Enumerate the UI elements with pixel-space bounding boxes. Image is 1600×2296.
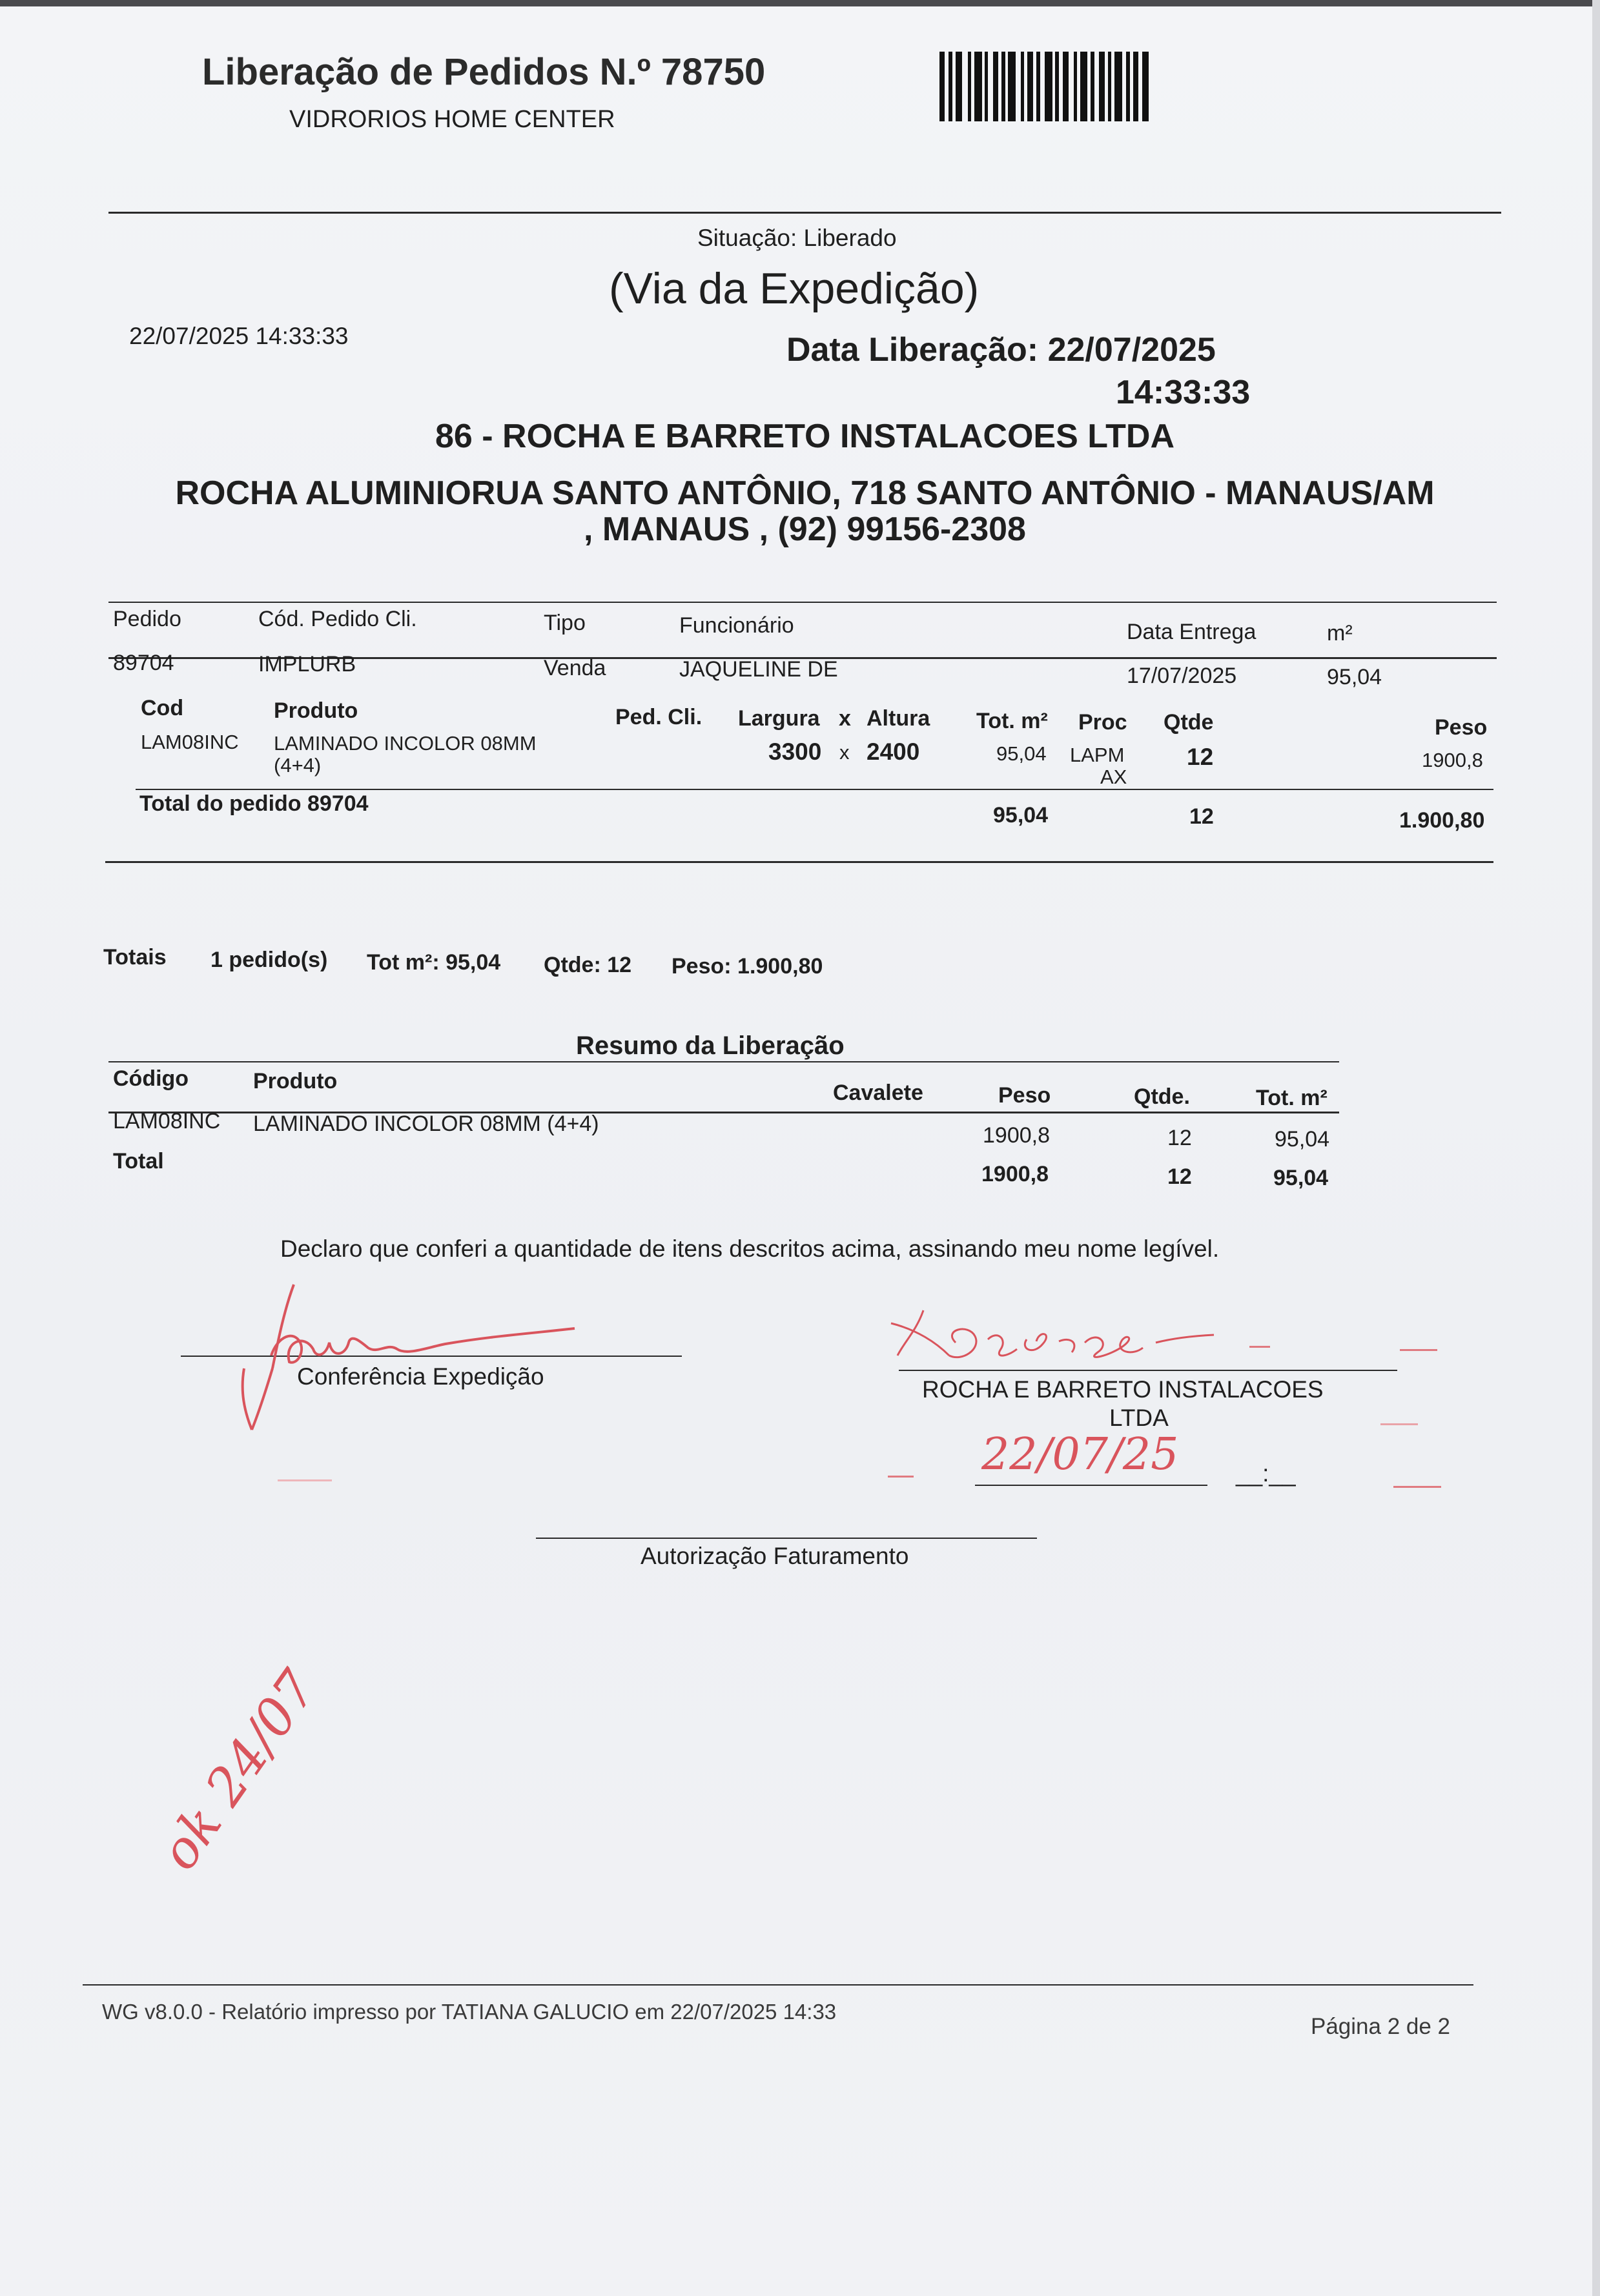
item-col-qtde: Qtde [1164,710,1214,735]
scan-top-edge [0,0,1600,6]
item-col-proc: Proc [1078,710,1127,735]
autorizacao-label: Autorização Faturamento [641,1543,909,1569]
item-altura: 2400 [867,738,920,765]
totals-rule [105,861,1493,863]
client-signature-line1: ROCHA E BARRETO INSTALACOES [922,1376,1324,1403]
client-city-phone: , MANAUS , (92) 99156-2308 [584,511,1026,548]
resumo-col-tot-m2: Tot. m² [1256,1086,1328,1110]
order-m2: 95,04 [1327,665,1382,689]
totais-pedidos: 1 pedido(s) [210,948,328,972]
resumo-col-codigo: Código [113,1066,189,1091]
col-cod-pedido-cli: Cód. Pedido Cli. [258,607,417,631]
item-col-peso: Peso [1435,715,1488,740]
resumo-col-qtde: Qtde. [1134,1084,1190,1109]
resumo-total-tot-m2: 95,04 [1273,1166,1329,1190]
item-col-altura: Altura [867,706,930,731]
conferencia-label: Conferência Expedição [297,1363,544,1390]
footer-rule [83,1984,1473,1986]
client-signature-line2: LTDA [1109,1405,1169,1431]
document-title: Liberação de Pedidos N.º 78750 [202,51,766,93]
red-dash [1249,1346,1270,1348]
resumo-total-qtde: 12 [1167,1164,1192,1189]
col-funcionario: Funcionário [679,613,794,638]
declaration-text: Declaro que conferi a quantidade de itens descritos acima, assinando meu nome legível. [280,1235,1220,1262]
item-peso: 1900,8 [1422,749,1483,771]
item-tot-m2: 95,04 [996,742,1047,765]
resumo-row-qtde: 12 [1167,1126,1192,1150]
totais-m2: Tot m²: 95,04 [367,950,501,975]
item-qtde: 12 [1187,744,1214,770]
item-total-qtde: 12 [1189,804,1214,829]
red-dash [1400,1349,1437,1351]
item-produto-line1: LAMINADO INCOLOR 08MM [274,732,537,755]
resumo-row-tot-m2: 95,04 [1275,1127,1330,1152]
signature-line-bottom [536,1538,1037,1539]
release-date: Data Liberação: 22/07/2025 [786,331,1216,369]
item-col-produto: Produto [274,698,358,723]
item-total-label: Total do pedido 89704 [139,791,369,816]
barcode [939,52,1184,121]
item-total-peso: 1.900,80 [1399,808,1485,833]
item-col-ped-cli: Ped. Cli. [615,705,703,729]
resumo-top-rule [108,1061,1339,1062]
col-m2: m² [1327,621,1353,645]
col-tipo: Tipo [544,611,586,635]
header-rule [108,212,1501,214]
order-funcionario: JAQUELINE DE [679,657,838,682]
margin-note-handwriting: ok 24/07 [149,1660,329,1881]
client-address: ROCHA ALUMINIORUA SANTO ANTÔNIO, 718 SANTO ANTÔNIO - MANAUS/AM [175,474,1435,512]
resumo-total-label: Total [113,1149,164,1173]
order-pedido: 89704 [113,651,174,675]
red-dash [888,1476,914,1478]
order-table-top-rule [108,602,1497,603]
signature-left-handwriting [232,1272,594,1433]
footer-page-number: Página 2 de 2 [1311,2014,1451,2039]
item-proc-line2: AX [1100,766,1127,788]
totais-qtde: Qtde: 12 [544,953,632,977]
date-line [975,1485,1207,1486]
item-total-m2: 95,04 [993,803,1049,828]
order-cod-cli: IMPLURB [258,652,356,676]
resumo-row-peso: 1900,8 [983,1123,1050,1148]
red-dash [278,1479,332,1481]
print-datetime: 22/07/2025 14:33:33 [129,323,349,349]
order-data-entrega: 17/07/2025 [1127,664,1237,688]
status-text: Situação: Liberado [697,225,897,251]
red-dash [1380,1423,1418,1425]
totais-label: Totais [103,945,167,970]
order-tipo: Venda [544,656,606,680]
signature-right-handwriting [878,1304,1240,1381]
item-col-x: x [839,706,851,731]
item-total-rule [136,789,1493,790]
item-produto-line2: (4+4) [274,754,322,777]
col-data-entrega: Data Entrega [1127,620,1256,644]
col-pedido: Pedido [113,607,181,631]
time-placeholder: __:__ [1236,1460,1296,1487]
footer-printed-by: WG v8.0.0 - Relatório impresso por TATIANA GALUCIO em 22/07/2025 14:33 [102,2000,837,2024]
client-name: 86 - ROCHA E BARRETO INSTALACOES LTDA [435,418,1174,455]
copy-label: (Via da Expedição) [609,264,979,313]
red-dash [1393,1486,1441,1488]
totais-peso: Peso: 1.900,80 [672,954,823,979]
company-name: VIDRORIOS HOME CENTER [289,106,615,133]
item-x: x [839,741,850,764]
resumo-row-codigo: LAM08INC [113,1109,221,1133]
item-col-cod: Cod [141,696,184,720]
resumo-col-peso: Peso [998,1083,1051,1108]
scan-right-edge [1592,0,1600,2296]
item-proc-line1: LAPM [1070,744,1125,766]
resumo-title: Resumo da Liberação [576,1031,845,1060]
item-col-largura: Largura [738,706,820,731]
item-largura: 3300 [768,738,822,765]
item-col-tot-m2: Tot. m² [976,709,1048,733]
resumo-row-produto: LAMINADO INCOLOR 08MM (4+4) [253,1112,599,1136]
handwritten-date: 22/07/25 [981,1429,1179,1480]
release-time: 14:33:33 [1116,374,1251,411]
resumo-col-produto: Produto [253,1069,338,1093]
resumo-col-cavalete: Cavalete [833,1081,923,1105]
item-cod: LAM08INC [141,731,239,753]
resumo-total-peso: 1900,8 [981,1162,1049,1186]
